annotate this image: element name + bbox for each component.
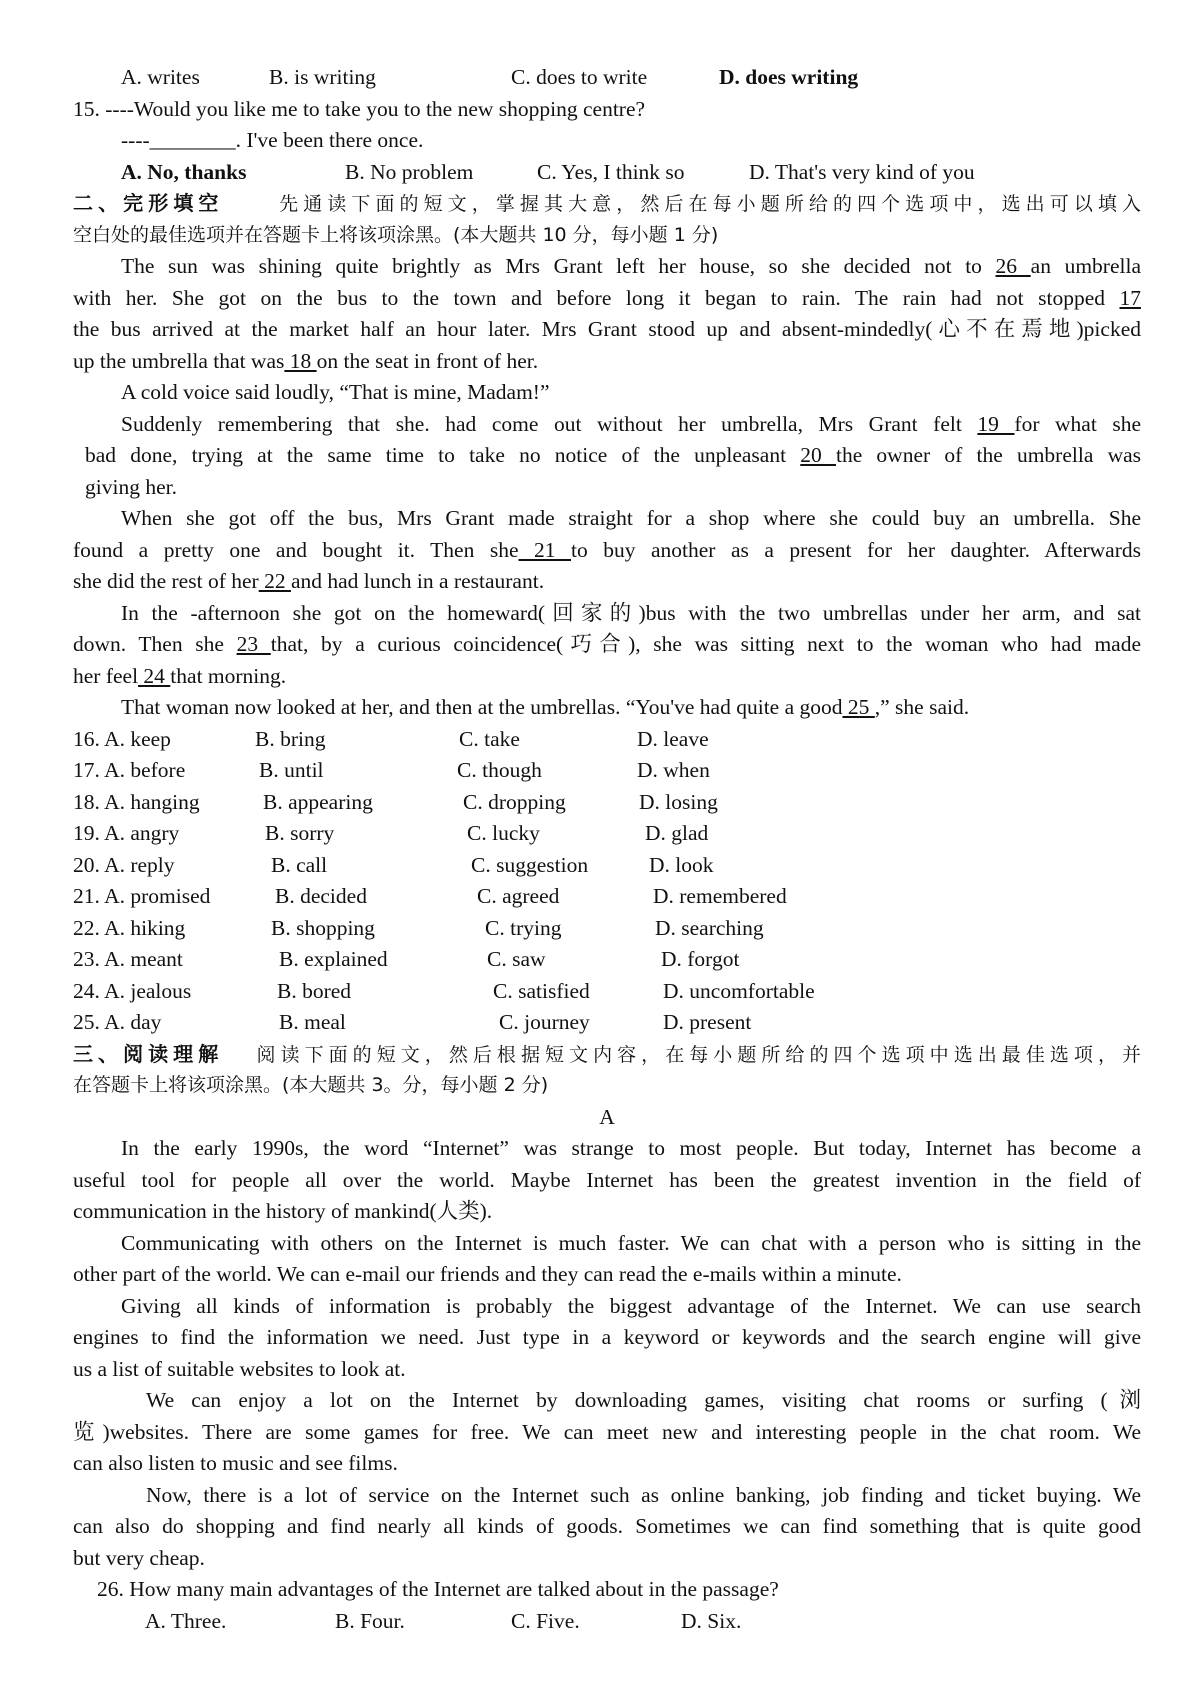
cloze-blank-26: 26	[995, 254, 1031, 278]
option-c: C. saw	[487, 947, 546, 971]
q14-option-d: D. does writing	[719, 65, 859, 89]
option-d: D. present	[663, 1010, 752, 1034]
cloze-text: that morning.	[170, 663, 287, 688]
reading-line: Communicating with others on the Internet is much faster. We can chat with a person who is sitting in the	[121, 1230, 1141, 1255]
option-d: D. leave	[637, 726, 709, 751]
cloze-text: for what she	[1014, 411, 1141, 436]
cloze-blank-19: 19	[977, 411, 1015, 436]
cloze-option-row	[73, 944, 1141, 976]
cloze-option-row	[73, 755, 1141, 787]
cloze-text: an umbrella	[1030, 254, 1141, 278]
option-c: C. dropping	[463, 789, 566, 814]
cloze-option-row	[73, 913, 1141, 945]
option-a: 25. A. day	[73, 1010, 162, 1034]
cloze-text: up the umbrella that was	[73, 348, 285, 373]
cloze-line: In the -afternoon she got on the homeward(回家的)bus with the two umbrellas under her arm, and sat	[121, 600, 1141, 625]
cloze-line	[73, 661, 1141, 693]
option-a: 19. A. angry	[73, 821, 180, 845]
cloze-blank-21: 21	[518, 537, 571, 562]
section2-instr1: 先通读下面的短文，掌握其大意，然后在每小题所给的四个选项中，选出可以填入	[279, 193, 1141, 215]
option-a: 16. A. keep	[73, 726, 171, 751]
cloze-option-row	[73, 724, 1141, 756]
option-d: D. remembered	[653, 884, 787, 908]
exam-page	[73, 62, 1141, 1637]
q15-reply-rest: . I've been there once.	[235, 128, 424, 152]
cloze-line: A cold voice said loudly, “That is mine, Madam!”	[121, 380, 550, 404]
q15-options	[73, 157, 1141, 189]
option-a: 20. A. reply	[73, 852, 175, 877]
cloze-line: giving her.	[85, 474, 177, 499]
q26-option-a: A. Three.	[145, 1608, 227, 1633]
reading-line: but very cheap.	[73, 1545, 205, 1570]
cloze-text: bad done, trying at the same time to take no notice of the unpleasant	[85, 443, 787, 467]
reading-line: useful tool for people all over the world. Maybe Internet has been the greatest invention in the field of	[73, 1167, 1141, 1192]
option-c: C. agreed	[477, 884, 560, 908]
cloze-line	[73, 283, 1141, 315]
cloze-blank-25: 25	[842, 695, 875, 719]
option-d: D. searching	[655, 915, 764, 940]
cloze-blank-20: 20	[800, 443, 836, 467]
option-b: B. bring	[255, 726, 326, 751]
section3-instr1: 阅读下面的短文，然后根据短文内容，在每小题所给的四个选项中选出最佳选项，并	[256, 1043, 1141, 1066]
cloze-text: to buy another as a present for her daughter. Afterwards	[571, 537, 1141, 562]
option-b: B. explained	[279, 947, 388, 971]
option-d: D. uncomfortable	[663, 978, 815, 1003]
q15-stem: 15. ----Would you like me to take you to the new shopping centre?	[73, 96, 646, 121]
section3-heading: 三、阅读理解	[73, 1041, 224, 1066]
option-d: D. losing	[639, 789, 718, 814]
cloze-option-row	[73, 850, 1141, 882]
cloze-text: Suddenly remembering that she. had come out without her umbrella, Mrs Grant felt	[121, 411, 962, 436]
cloze-blank-22: 22	[258, 569, 291, 593]
option-b: B. call	[271, 852, 328, 877]
section3-instructions-line1	[73, 1039, 1141, 1071]
cloze-option-row	[73, 881, 1141, 913]
option-c: C. satisfied	[493, 978, 590, 1003]
section2-heading: 二、完形填空	[73, 191, 224, 215]
cloze-blank-23: 23	[236, 632, 271, 656]
cloze-option-row	[73, 787, 1141, 819]
q15-option-b: B. No problem	[345, 159, 474, 184]
reading-line: us a list of suitable websites to look at.	[73, 1356, 406, 1381]
cloze-text: down. Then she	[73, 632, 224, 656]
q14-option-b: B. is writing	[269, 65, 376, 89]
q15-option-c: C. Yes, I think so	[537, 159, 685, 184]
q26-stem: 26. How many main advantages of the Internet are talked about in the passage?	[97, 1577, 779, 1601]
q14-options	[73, 62, 1141, 94]
q15-option-a: A. No, thanks	[121, 159, 247, 184]
cloze-text: that, by a curious coincidence(巧合), she was sitting next to the woman who had made	[270, 632, 1141, 656]
cloze-blank-18: 18	[284, 348, 317, 373]
cloze-line	[73, 692, 1141, 724]
cloze-text: and had lunch in a restaurant.	[290, 569, 545, 593]
cloze-line	[73, 535, 1141, 567]
option-d: D. forgot	[661, 947, 740, 971]
cloze-line	[73, 409, 1141, 441]
q15-blank: ________	[149, 128, 236, 152]
q15-reply	[73, 125, 1141, 157]
option-c: C. take	[459, 726, 520, 751]
cloze-text: her feel	[73, 663, 139, 688]
q26-option-c: C. Five.	[511, 1608, 580, 1633]
option-b: B. shopping	[271, 915, 375, 940]
cloze-line	[73, 251, 1141, 283]
option-a: 17. A. before	[73, 758, 186, 782]
cloze-blank-17: 17	[1119, 285, 1141, 310]
section2-instructions-line1	[73, 188, 1141, 220]
cloze-text: ,” she said.	[874, 695, 970, 719]
cloze-blank-24: 24	[138, 663, 171, 688]
cloze-line	[73, 440, 1141, 472]
reading-line: We can enjoy a lot on the Internet by downloading games, visiting chat rooms or surfing (浏	[146, 1388, 1141, 1412]
reading-line: other part of the world. We can e-mail our friends and they can read the e-mails within a minute.	[73, 1262, 902, 1286]
option-b: B. bored	[277, 978, 352, 1003]
option-c: C. though	[457, 758, 542, 782]
q26-option-b: B. Four.	[335, 1608, 405, 1633]
option-c: C. journey	[499, 1010, 590, 1034]
q14-option-a: A. writes	[121, 65, 200, 89]
reading-line: can also listen to music and see films.	[73, 1451, 398, 1475]
q14-option-c: C. does to write	[511, 65, 648, 89]
option-b: B. until	[259, 758, 324, 782]
cloze-option-row	[73, 818, 1141, 850]
option-a: 23. A. meant	[73, 947, 183, 971]
option-b: B. decided	[275, 884, 367, 908]
section2-instructions-line2: 空白处的最佳选项并在答题卡上将该项涂黑。(本大题共 10 分，每小题 1 分)	[73, 223, 719, 246]
cloze-option-row	[73, 1007, 1141, 1039]
option-a: 21. A. promised	[73, 884, 211, 908]
cloze-text: The sun was shining quite brightly as Mrs Grant left her house, so she decided not to	[121, 254, 982, 278]
reading-line: In the early 1990s, the word “Internet” was strange to most people. But today, Internet has become a	[121, 1136, 1141, 1160]
reading-line: Now, there is a lot of service on the Internet such as online banking, job finding and ticket buying. We	[146, 1482, 1141, 1507]
q26-option-d: D. Six.	[681, 1608, 742, 1633]
reading-line: communication in the history of mankind(人类).	[73, 1199, 493, 1223]
cloze-text: with her. She got on the bus to the town and before long it began to rain. The rain had not stopped	[73, 285, 1106, 310]
option-d: D. look	[649, 852, 714, 877]
option-c: C. suggestion	[471, 852, 589, 877]
q15-option-d: D. That's very kind of you	[749, 159, 975, 184]
cloze-line: the bus arrived at the market half an hour later. Mrs Grant stood up and absent-mindedly(心不在焉地)picked	[73, 317, 1141, 341]
option-a: 18. A. hanging	[73, 789, 200, 814]
reading-line: Giving all kinds of information is probably the biggest advantage of the Internet. We can use search	[121, 1293, 1141, 1318]
option-b: B. meal	[279, 1010, 346, 1034]
option-c: C. trying	[485, 915, 562, 940]
cloze-text: she did the rest of her	[73, 569, 259, 593]
cloze-text: found a pretty one and bought it. Then she	[73, 537, 519, 562]
option-b: B. sorry	[265, 821, 335, 845]
option-b: B. appearing	[263, 789, 373, 814]
option-d: D. when	[637, 758, 710, 782]
cloze-text: on the seat in front of her.	[316, 348, 539, 373]
reading-line: 览)websites. There are some games for free. We can meet new and interesting people in the chat room. We	[73, 1419, 1141, 1444]
reading-line: engines to find the information we need. Just type in a keyword or keywords and the search engine will give	[73, 1325, 1141, 1349]
cloze-option-row	[73, 976, 1141, 1008]
option-a: 22. A. hiking	[73, 915, 186, 940]
passage-label: A	[599, 1104, 615, 1129]
cloze-line	[73, 566, 1141, 598]
option-d: D. glad	[645, 821, 709, 845]
option-a: 24. A. jealous	[73, 978, 192, 1003]
cloze-text: the owner of the umbrella was	[835, 443, 1141, 467]
q26-options	[73, 1606, 1141, 1638]
section3-instructions-line2: 在答题卡上将该项涂黑。(本大题共 3。分，每小题 2 分)	[73, 1074, 549, 1096]
q15-reply-prefix: ----	[121, 128, 150, 152]
cloze-text: That woman now looked at her, and then at the umbrellas. “You've had quite a good	[121, 695, 843, 719]
reading-line: can also do shopping and find nearly all kinds of goods. Sometimes we can find something that is quite good	[73, 1514, 1141, 1538]
cloze-line	[73, 346, 1141, 378]
option-c: C. lucky	[467, 821, 540, 845]
cloze-line	[73, 629, 1141, 661]
cloze-line: When she got off the bus, Mrs Grant made straight for a shop where she could buy an umbrella. She	[121, 506, 1141, 530]
